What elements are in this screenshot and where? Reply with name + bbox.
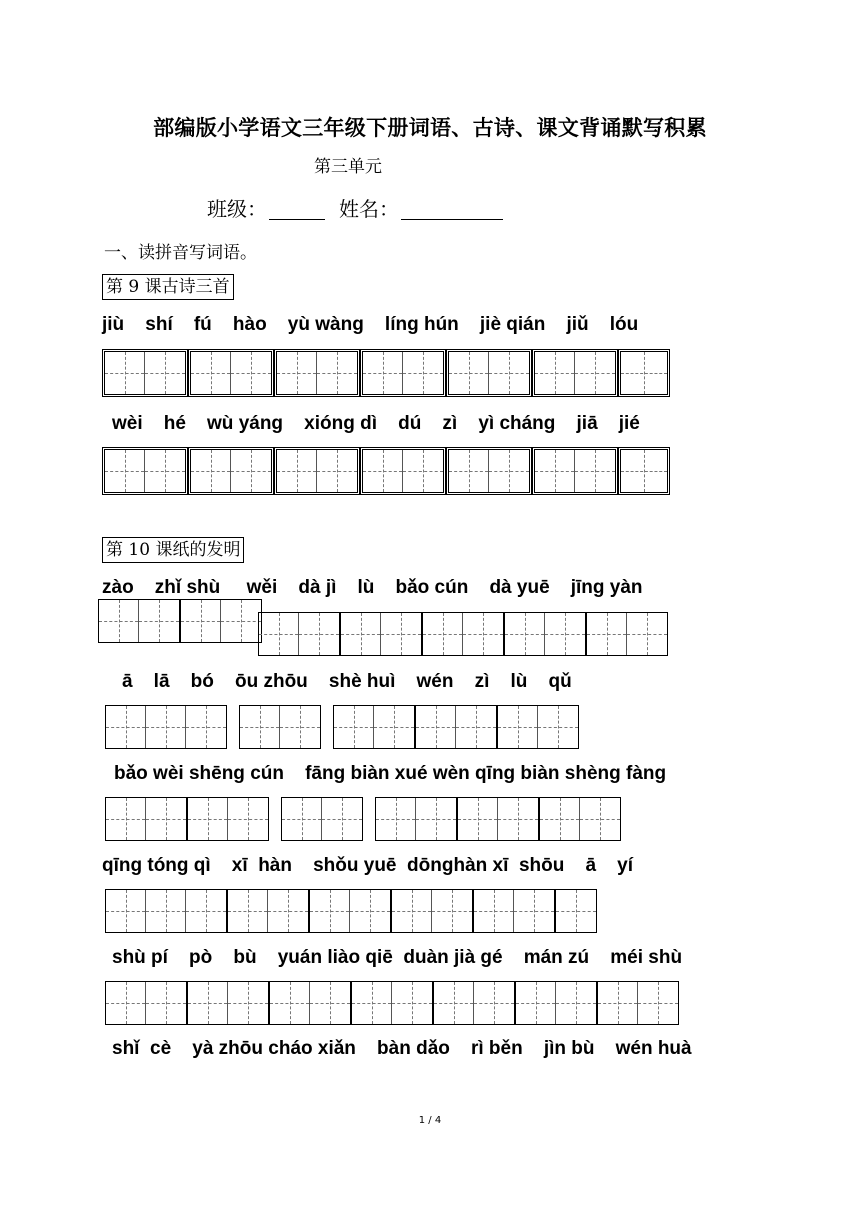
pinyin-row: wèi hé wù yáng xióng dì dú zì yì cháng jiā jié — [112, 413, 640, 434]
pinyin-row: bǎo wèi shēng cún fāng biàn xué wèn qīng biàn shèng fàng — [114, 763, 667, 784]
writing-grid-row — [105, 705, 579, 749]
writing-box[interactable] — [532, 447, 618, 495]
writing-box[interactable] — [618, 349, 670, 397]
writing-box[interactable] — [446, 349, 532, 397]
unit-heading: 第三单元 — [314, 157, 382, 177]
writing-box[interactable] — [187, 981, 269, 1025]
writing-box[interactable] — [555, 889, 597, 933]
writing-box[interactable] — [105, 705, 227, 749]
writing-box[interactable] — [105, 797, 187, 841]
pinyin-row: shǐ cè yà zhōu cháo xiǎn bàn dǎo rì běn jìn bù wén huà — [112, 1038, 692, 1059]
writing-grid-row — [98, 599, 262, 643]
writing-box[interactable] — [351, 981, 433, 1025]
writing-grid-row — [102, 349, 670, 397]
writing-box[interactable] — [504, 612, 586, 656]
writing-box[interactable] — [258, 612, 340, 656]
writing-grid-row — [105, 981, 679, 1025]
page-title: 部编版小学语文三年级下册词语、古诗、课文背诵默写积累 — [153, 115, 707, 140]
writing-box[interactable] — [539, 797, 621, 841]
lesson-10-heading: 第 10 课纸的发明 — [102, 537, 244, 563]
writing-box[interactable] — [618, 447, 670, 495]
section-heading: 一、读拼音写词语。 — [104, 243, 257, 263]
writing-box[interactable] — [188, 447, 274, 495]
name-label: 姓名： — [339, 197, 399, 221]
writing-box[interactable] — [360, 349, 446, 397]
writing-box[interactable] — [422, 612, 504, 656]
writing-grid-row — [102, 447, 670, 495]
writing-box[interactable] — [98, 599, 180, 643]
lesson-9-heading: 第 9 课古诗三首 — [102, 274, 234, 300]
writing-box[interactable] — [274, 447, 360, 495]
writing-box[interactable] — [340, 612, 422, 656]
writing-grid-row — [105, 797, 621, 841]
writing-box[interactable] — [227, 889, 309, 933]
writing-box[interactable] — [433, 981, 515, 1025]
writing-box[interactable] — [457, 797, 539, 841]
writing-box[interactable] — [102, 349, 188, 397]
writing-box[interactable] — [415, 705, 497, 749]
writing-box[interactable] — [105, 889, 227, 933]
writing-box[interactable] — [360, 447, 446, 495]
pinyin-row: shù pí pò bù yuán liào qiē duàn jià gé mán zú méi shù — [112, 947, 683, 968]
name-blank[interactable] — [401, 199, 503, 220]
class-label: 班级： — [207, 197, 267, 221]
writing-box[interactable] — [188, 349, 274, 397]
writing-box[interactable] — [180, 599, 262, 643]
writing-grid-row — [105, 889, 597, 933]
writing-box[interactable] — [105, 981, 187, 1025]
class-name-line — [207, 193, 507, 222]
page-number: 1 / 4 — [418, 1115, 442, 1126]
writing-box[interactable] — [333, 705, 415, 749]
class-blank[interactable] — [269, 199, 325, 220]
writing-box[interactable] — [532, 349, 618, 397]
pinyin-row: jiù shí fú hào yù wàng líng hún jiè qián jiǔ lóu — [102, 314, 639, 335]
writing-box[interactable] — [375, 797, 457, 841]
writing-box[interactable] — [309, 889, 391, 933]
writing-box[interactable] — [281, 797, 363, 841]
pinyin-row: zào zhǐ shù wěi dà jì lù bǎo cún dà yuē jīng yàn — [102, 577, 643, 598]
writing-box[interactable] — [187, 797, 269, 841]
pinyin-row: qīng tóng qì xī hàn shǒu yuē dōnghàn xī shōu ā yí — [102, 855, 633, 876]
writing-grid-row — [258, 612, 668, 656]
writing-box[interactable] — [497, 705, 579, 749]
writing-box[interactable] — [102, 447, 188, 495]
writing-box[interactable] — [269, 981, 351, 1025]
writing-box[interactable] — [446, 447, 532, 495]
writing-box[interactable] — [391, 889, 473, 933]
writing-box[interactable] — [239, 705, 321, 749]
writing-box[interactable] — [586, 612, 668, 656]
writing-box[interactable] — [274, 349, 360, 397]
writing-box[interactable] — [473, 889, 555, 933]
writing-box[interactable] — [597, 981, 679, 1025]
pinyin-row: ā lā bó ōu zhōu shè huì wén zì lù qǔ — [122, 671, 572, 692]
writing-box[interactable] — [515, 981, 597, 1025]
